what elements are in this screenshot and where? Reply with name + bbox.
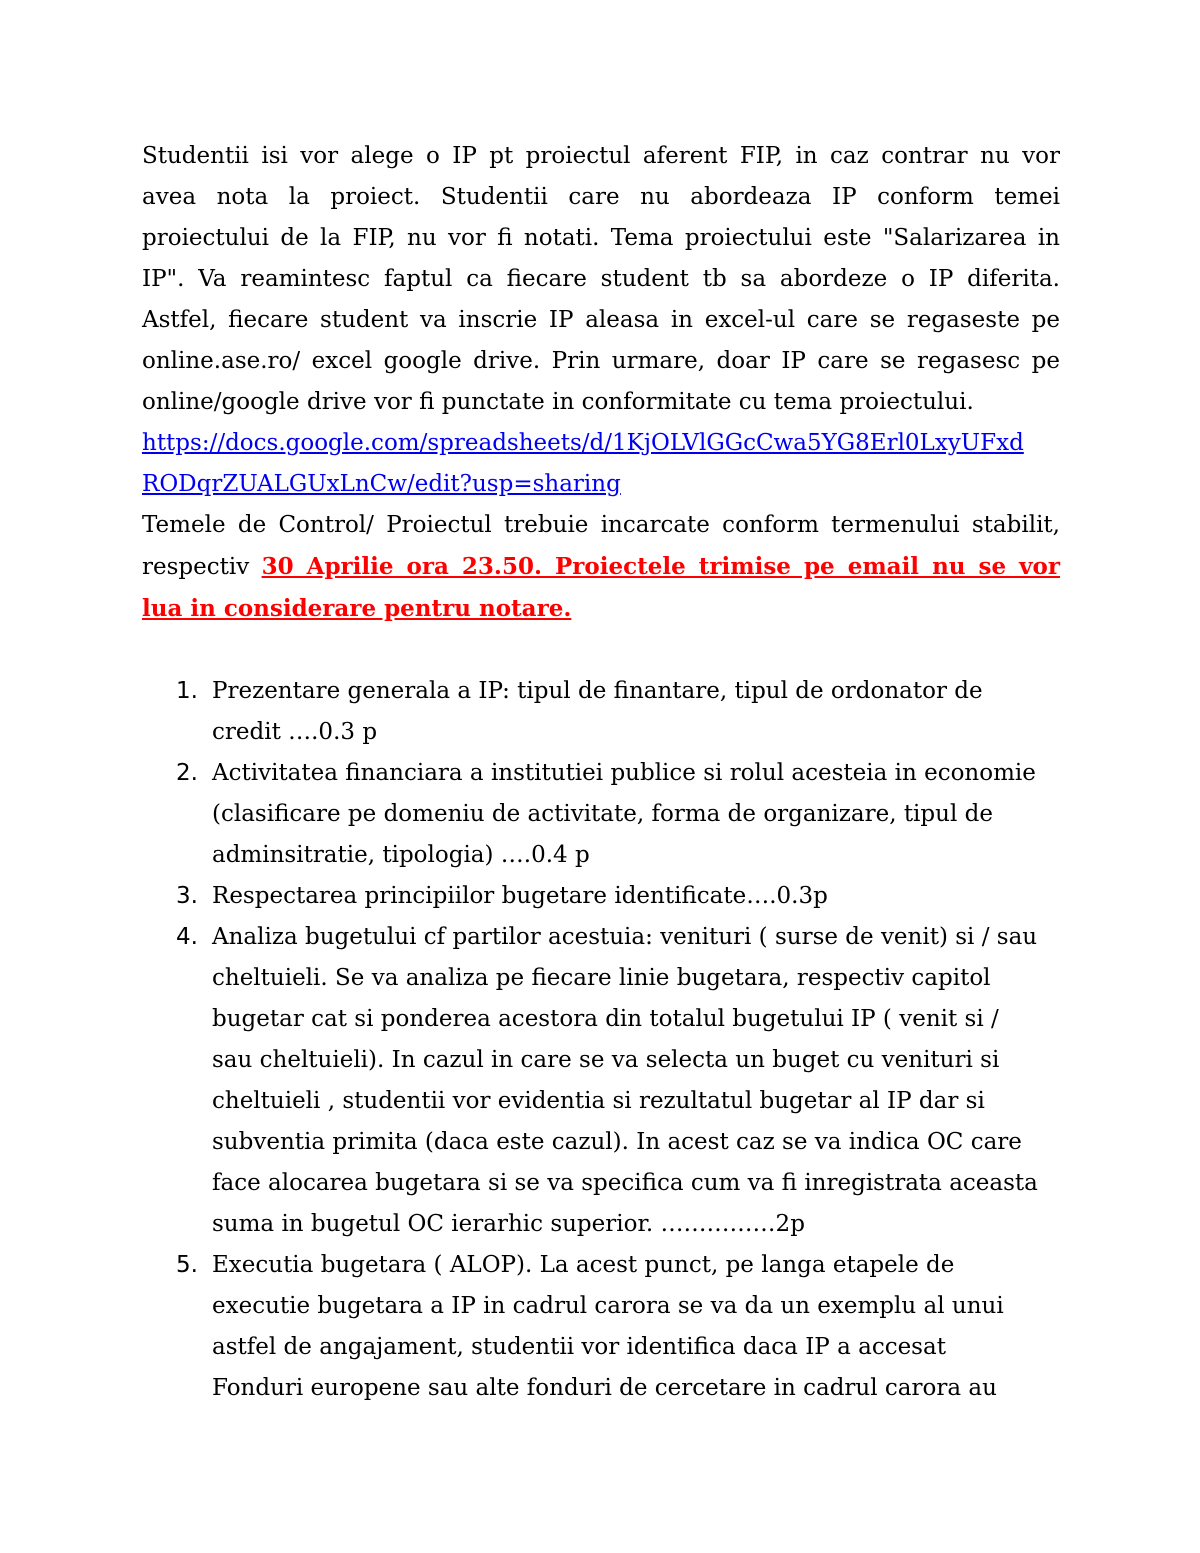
intro-paragraph	[142, 136, 1060, 423]
criteria-text: subventia primita (daca este cazul). In acest caz se va indica OC care	[212, 1129, 1022, 1155]
intro-line: proiectului de la FIP, nu vor fi notati. Tema proiectului este "Salarizarea in	[142, 225, 1060, 251]
criteria-text: suma in bugetul OC ierarhic superior. ……………2p	[212, 1211, 805, 1237]
deadline-line: Temele de Control/ Proiectul trebuie incarcate conform termenului stabilit,	[142, 512, 1060, 538]
criteria-text: Analiza bugetului cf partilor acestuia: venituri ( surse de venit) si / sau	[212, 924, 1038, 950]
paragraph-gap	[142, 630, 1060, 671]
intro-line: avea nota la proiect. Studentii care nu abordeaza IP conform temei	[142, 184, 1060, 210]
criteria-text: Executia bugetara ( ALOP). La acest punct, pe langa etapele de	[212, 1252, 955, 1278]
spreadsheet-link-line[interactable]: https://docs.google.com/spreadsheets/d/1KjOLVlGGcCwa5YG8Erl0LxyUFxd	[142, 430, 1024, 456]
criteria-text: credit ….0.3 p	[212, 719, 378, 745]
criteria-number: 4.	[176, 924, 198, 950]
spreadsheet-link[interactable]	[142, 423, 1060, 505]
deadline-paragraph	[142, 505, 1060, 630]
deadline-line-3	[142, 588, 1060, 630]
criteria-number: 2.	[176, 760, 198, 786]
criteria-item	[142, 1245, 1060, 1409]
intro-line: IP". Va reamintesc faptul ca fiecare student tb sa abordeze o IP diferita.	[142, 266, 1060, 292]
criteria-number: 5.	[176, 1252, 198, 1278]
criteria-item	[142, 876, 1060, 917]
criteria-item	[142, 917, 1060, 1245]
criteria-item	[142, 671, 1060, 753]
criteria-text: adminsitratie, tipologia) ….0.4 p	[212, 842, 590, 868]
deadline-highlight: 30 Aprilie ora 23.50. Proiectele trimise pe email nu se vor	[261, 553, 1060, 580]
criteria-text: Fonduri europene sau alte fonduri de cercetare in cadrul carora au	[212, 1375, 997, 1401]
deadline-highlight: lua in considerare pentru notare.	[142, 595, 572, 622]
document-body	[142, 136, 1060, 1409]
intro-line: Studentii isi vor alege o IP pt proiectul aferent FIP, in caz contrar nu vor	[142, 143, 1060, 169]
criteria-text: bugetar cat si ponderea acestora din totalul bugetului IP ( venit si /	[212, 1006, 999, 1032]
criteria-item	[142, 753, 1060, 876]
intro-line: online/google drive vor fi punctate in conformitate cu tema proiectului.	[142, 389, 974, 415]
criteria-text: cheltuieli , studentii vor evidentia si rezultatul bugetar al IP dar si	[212, 1088, 985, 1114]
deadline-line-2	[142, 546, 1060, 588]
criteria-list	[142, 671, 1060, 1409]
spreadsheet-link-line[interactable]: RODqrZUALGUxLnCw/edit?usp=sharing	[142, 471, 621, 497]
intro-line: online.ase.ro/ excel google drive. Prin urmare, doar IP care se regasesc pe	[142, 348, 1060, 374]
criteria-text: (clasificare pe domeniu de activitate, forma de organizare, tipul de	[212, 801, 993, 827]
intro-line: Astfel, fiecare student va inscrie IP aleasa in excel-ul care se regaseste pe	[142, 307, 1060, 333]
criteria-text: Respectarea principiilor bugetare identificate….0.3p	[212, 883, 828, 909]
criteria-text: sau cheltuieli). In cazul in care se va selecta un buget cu venituri si	[212, 1047, 1000, 1073]
criteria-number: 3.	[176, 883, 198, 909]
criteria-text: cheltuieli. Se va analiza pe fiecare linie bugetara, respectiv capitol	[212, 965, 991, 991]
criteria-text: executie bugetara a IP in cadrul carora se va da un exemplu al unui	[212, 1293, 1004, 1319]
criteria-text: face alocarea bugetara si se va specifica cum va fi inregistrata aceasta	[212, 1170, 1038, 1196]
criteria-text: astfel de angajament, studentii vor identifica daca IP a accesat	[212, 1334, 946, 1360]
criteria-number: 1.	[176, 678, 198, 704]
criteria-text: Activitatea financiara a institutiei publice si rolul acesteia in economie	[212, 760, 1036, 786]
deadline-prefix: respectiv	[142, 554, 262, 580]
criteria-text: Prezentare generala a IP: tipul de finantare, tipul de ordonator de	[212, 678, 983, 704]
